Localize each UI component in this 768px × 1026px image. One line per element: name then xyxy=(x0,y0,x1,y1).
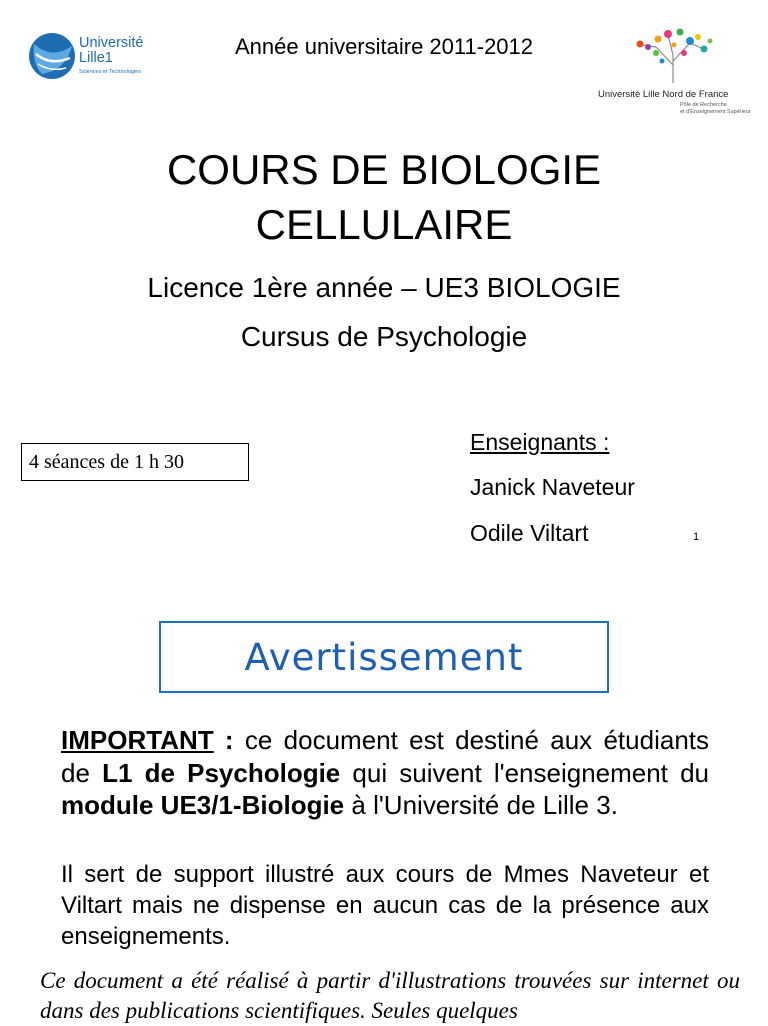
important-colon: : xyxy=(213,725,234,755)
universite-lille1-logo xyxy=(28,30,168,82)
sessions-box: 4 séances de 1 h 30 xyxy=(21,443,249,481)
important-notice-paragraph xyxy=(61,724,709,822)
page-number: 1 xyxy=(693,531,700,543)
lille1-name-line1: Université xyxy=(79,35,144,51)
sources-paragraph: Ce document a été réalisé à partir d'illustrations trouvées sur internet ou dans des publications scientifiques. Seules quelques xyxy=(40,968,740,1023)
course-subtitle-level: Licence 1ère année – UE3 BIOLOGIE xyxy=(147,272,621,303)
support-paragraph: Il sert de support illustré aux cours de Mmes Naveteur et Viltart mais ne dispense en aucun cas de la présence aux enseignements. xyxy=(61,861,709,950)
notice-text-a: ce document est destiné aux étudiants de xyxy=(61,725,709,788)
teacher-name: Odile Viltart xyxy=(470,520,589,546)
notice-text-c: qui suivent l'enseignement du xyxy=(340,757,709,788)
ulnf-subtitle xyxy=(680,102,751,116)
ulnf-subtitle-line2: et d'Enseignement Supérieur xyxy=(680,109,751,115)
lille1-subtitle: Sciences et Technologies xyxy=(79,69,141,75)
lille1-name xyxy=(79,36,143,66)
teachers-heading: Enseignants : xyxy=(470,429,610,455)
lille1-globe-icon xyxy=(28,30,76,82)
universite-lille-nord-de-france-logo xyxy=(588,25,764,135)
course-title-line1: COURS DE BIOLOGIE xyxy=(166,146,602,193)
important-label: IMPORTANT xyxy=(61,725,214,755)
academic-year: Année universitaire 2011-2012 xyxy=(234,34,534,59)
course-title-line2: CELLULAIRE xyxy=(255,201,513,248)
warning-title-box: Avertissement xyxy=(159,621,609,693)
ulnf-tree-icon xyxy=(628,25,718,85)
notice-module: module UE3/1-Biologie xyxy=(61,790,345,820)
ulnf-subtitle-line1: Pôle de Recherche xyxy=(680,102,727,108)
course-title xyxy=(0,142,768,252)
ulnf-name: Université Lille Nord de France xyxy=(598,89,729,100)
teacher-name: Janick Naveteur xyxy=(470,474,635,500)
notice-text-e: à l'Université de Lille 3. xyxy=(344,790,618,820)
notice-audience: L1 de Psychologie xyxy=(102,757,341,788)
lille1-name-line2: Lille1 xyxy=(79,50,113,66)
course-subtitle-cursus: Cursus de Psychologie xyxy=(240,321,528,352)
